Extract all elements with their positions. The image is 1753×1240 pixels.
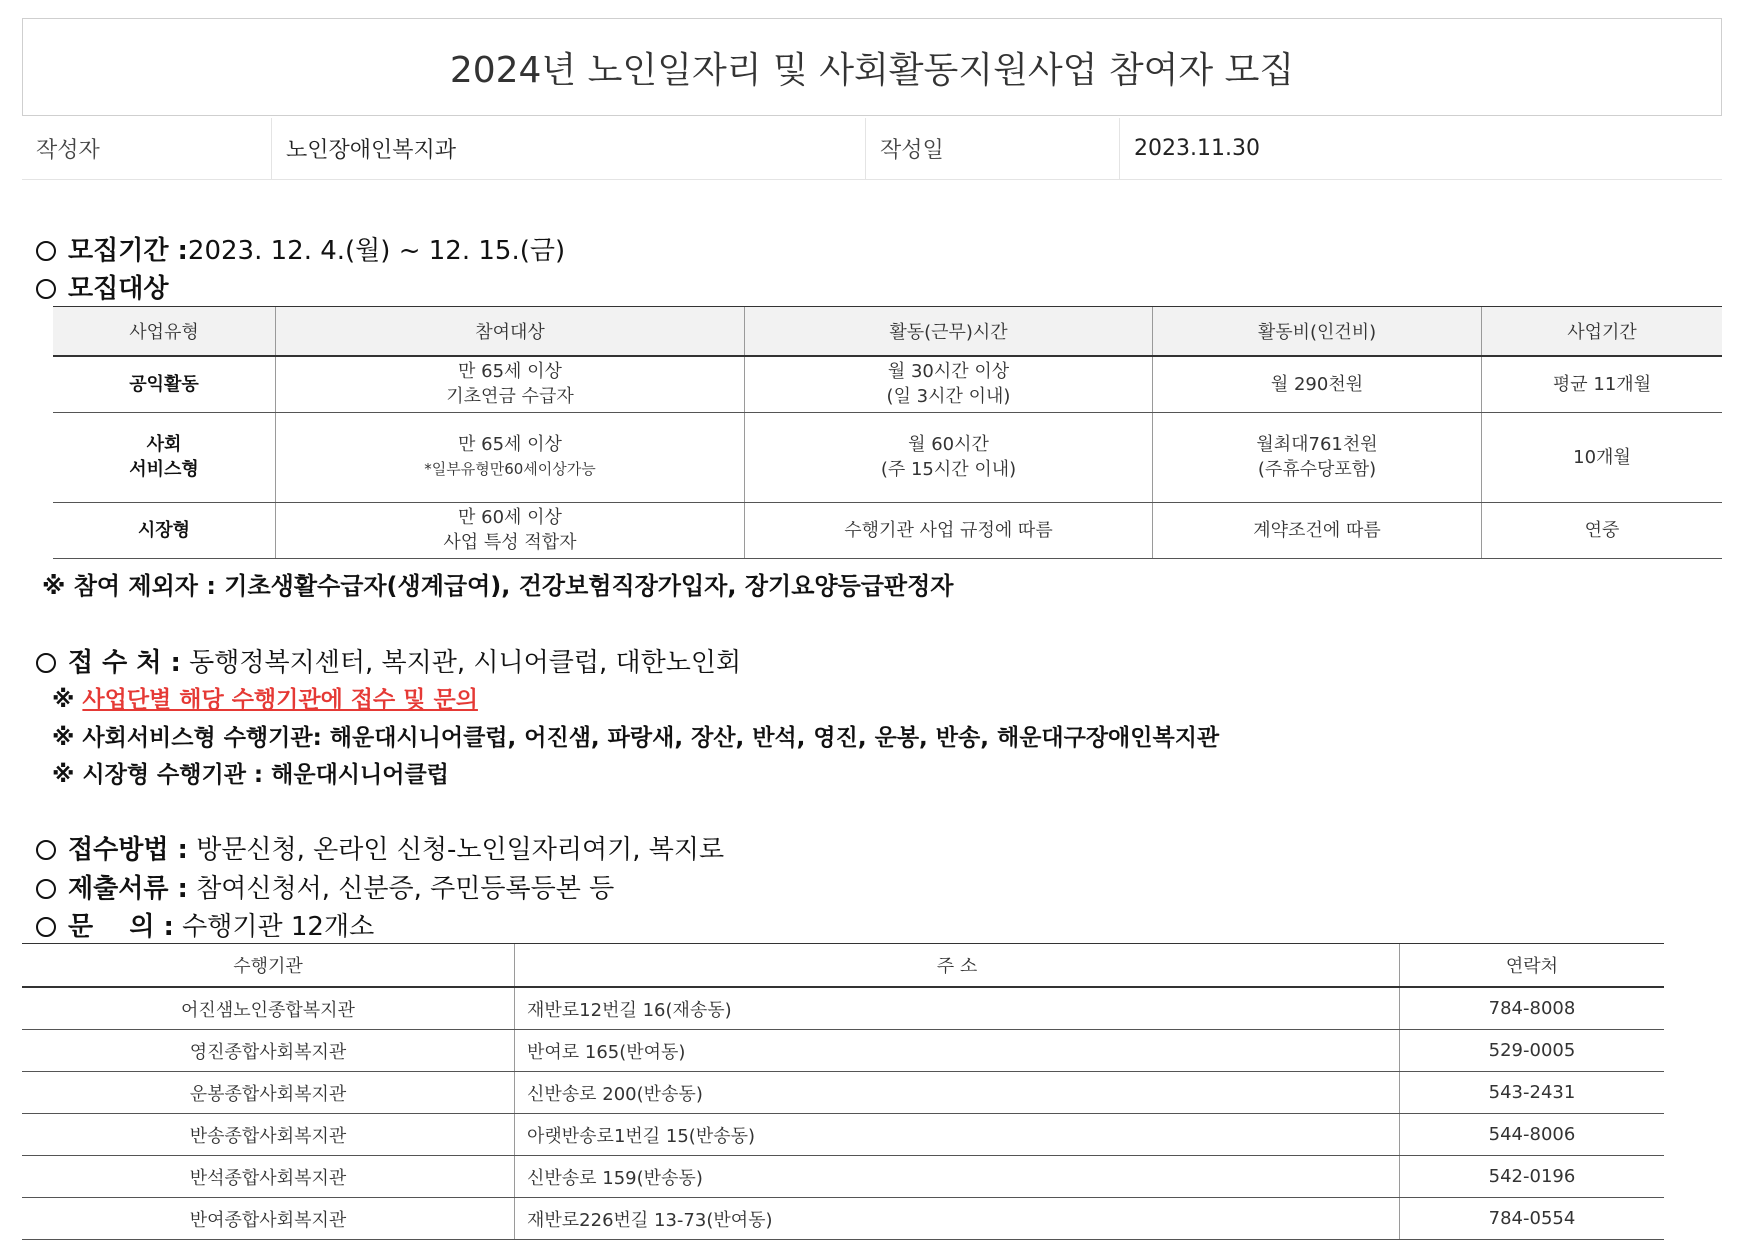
agency-name: 영진종합사회복지관 [22, 1030, 515, 1072]
pay-cell: 계약조건에 따름 [1153, 502, 1482, 558]
reception-label: 접 수 처 : [68, 648, 181, 678]
header-cell: 수행기관 [22, 944, 515, 988]
agency-name: 어진샘노인종합복지관 [22, 987, 515, 1030]
period-label: 모집기간 : [68, 236, 188, 266]
inquiry-label: 문 의 : [68, 912, 174, 942]
agency-name: 운봉종합사회복지관 [22, 1072, 515, 1114]
agency-name: 반석종합사회복지관 [22, 1156, 515, 1198]
documents-value: 참여신청서, 신분증, 주민등록등본 등 [196, 874, 615, 904]
agency-table [22, 943, 1664, 1240]
agency-phone: 529-0005 [1400, 1030, 1665, 1072]
table-row [22, 1030, 1664, 1072]
table-row [22, 987, 1664, 1030]
agency-address: 신반송로 200(반송동) [515, 1072, 1400, 1114]
target-cell: 만 65세 이상 *일부유형만60세이상가능 [276, 412, 745, 502]
agency-address: 반여로 165(반여동) [515, 1030, 1400, 1072]
pay-cell: 월최대761천원 (주휴수당포함) [1153, 412, 1482, 502]
table-row [53, 502, 1722, 558]
table-row [53, 412, 1722, 502]
agency-phone: 542-0196 [1400, 1156, 1665, 1198]
agency-phone: 543-2431 [1400, 1072, 1665, 1114]
period-cell: 연중 [1482, 502, 1723, 558]
header-cell: 참여대상 [276, 307, 745, 357]
period-cell: 10개월 [1482, 412, 1723, 502]
target-cell: 만 65세 이상 기초연금 수급자 [276, 356, 745, 412]
period-line [36, 230, 565, 267]
table-row [22, 1156, 1664, 1198]
notice-social: ※ 사회서비스형 수행기관: 해운대시니어클럽, 어진샘, 파랑새, 장산, 반석, 영진, 운봉, 반송, 해운대구장애인복지관 [52, 725, 1220, 751]
type-cell: 사회 서비스형 [53, 412, 276, 502]
agency-phone: 784-0554 [1400, 1198, 1665, 1240]
period-cell: 평균 11개월 [1482, 356, 1723, 412]
agency-address: 재반로12번길 16(재송동) [515, 987, 1400, 1030]
reception-value: 동행정복지센터, 복지관, 시니어클럽, 대한노인회 [189, 648, 742, 678]
header-cell: 사업유형 [53, 307, 276, 357]
pay-cell: 월 290천원 [1153, 356, 1482, 412]
header-cell: 주 소 [515, 944, 1400, 988]
period-value: 2023. 12. 4.(월) ~ 12. 15.(금) [187, 236, 566, 266]
agency-phone: 784-8008 [1400, 987, 1665, 1030]
target-line [36, 268, 168, 305]
header-cell: 활동(근무)시간 [745, 307, 1153, 357]
inquiry-value: 수행기관 12개소 [182, 912, 375, 942]
recruitment-table [53, 306, 1722, 559]
circle-bullet-icon [36, 279, 56, 299]
hours-cell: 월 30시간 이상 (일 3시간 이내) [745, 356, 1153, 412]
table-row [22, 1114, 1664, 1156]
reception-line [36, 642, 741, 679]
circle-bullet-icon [36, 840, 56, 860]
header-cell: 사업기간 [1482, 307, 1723, 357]
agency-name: 반여종합사회복지관 [22, 1198, 515, 1240]
circle-bullet-icon [36, 653, 56, 673]
documents-label: 제출서류 : [68, 874, 188, 904]
page-title: 2024년 노인일자리 및 사회활동지원사업 참여자 모집 [22, 18, 1722, 116]
date-value: 2023.11.30 [1134, 136, 1260, 161]
table-row [22, 1198, 1664, 1240]
target-label: 모집대상 [68, 274, 169, 304]
table-row [53, 356, 1722, 412]
notice-red-text: 사업단별 해당 수행기관에 접수 및 문의 [82, 687, 478, 713]
header-cell: 연락처 [1400, 944, 1665, 988]
agency-address: 신반송로 159(반송동) [515, 1156, 1400, 1198]
table-row [22, 1072, 1664, 1114]
documents-line [36, 868, 614, 905]
inquiry-line [36, 906, 374, 943]
method-value: 방문신청, 온라인 신청-노인일자리여기, 복지로 [196, 835, 725, 865]
circle-bullet-icon [36, 879, 56, 899]
agency-name: 반송종합사회복지관 [22, 1114, 515, 1156]
circle-bullet-icon [36, 241, 56, 261]
header-cell: 활동비(인건비) [1153, 307, 1482, 357]
post-meta [22, 118, 1722, 180]
type-cell: 시장형 [53, 502, 276, 558]
notice-red: ※ 사업단별 해당 수행기관에 접수 및 문의 [52, 687, 478, 713]
method-line [36, 829, 724, 866]
agency-address: 아랫반송로1번길 15(반송동) [515, 1114, 1400, 1156]
agency-address: 재반로226번길 13-73(반여동) [515, 1198, 1400, 1240]
type-cell: 공익활동 [53, 356, 276, 412]
author-label: 작성자 [22, 118, 272, 179]
table-header-row [22, 944, 1664, 988]
notice-market: ※ 시장형 수행기관 : 해운대시니어클럽 [52, 762, 449, 788]
table-header-row [53, 307, 1722, 357]
hours-cell: 수행기관 사업 규정에 따름 [745, 502, 1153, 558]
date-label: 작성일 [866, 118, 1120, 179]
circle-bullet-icon [36, 917, 56, 937]
method-label: 접수방법 : [68, 835, 188, 865]
target-cell: 만 60세 이상 사업 특성 적합자 [276, 502, 745, 558]
author-value: 노인장애인복지과 [272, 118, 866, 179]
hours-cell: 월 60시간 (주 15시간 이내) [745, 412, 1153, 502]
exclusion-note: ※ 참여 제외자 : 기초생활수급자(생계급여), 건강보험직장가입자, 장기요양등급판정자 [42, 572, 954, 600]
agency-phone: 544-8006 [1400, 1114, 1665, 1156]
